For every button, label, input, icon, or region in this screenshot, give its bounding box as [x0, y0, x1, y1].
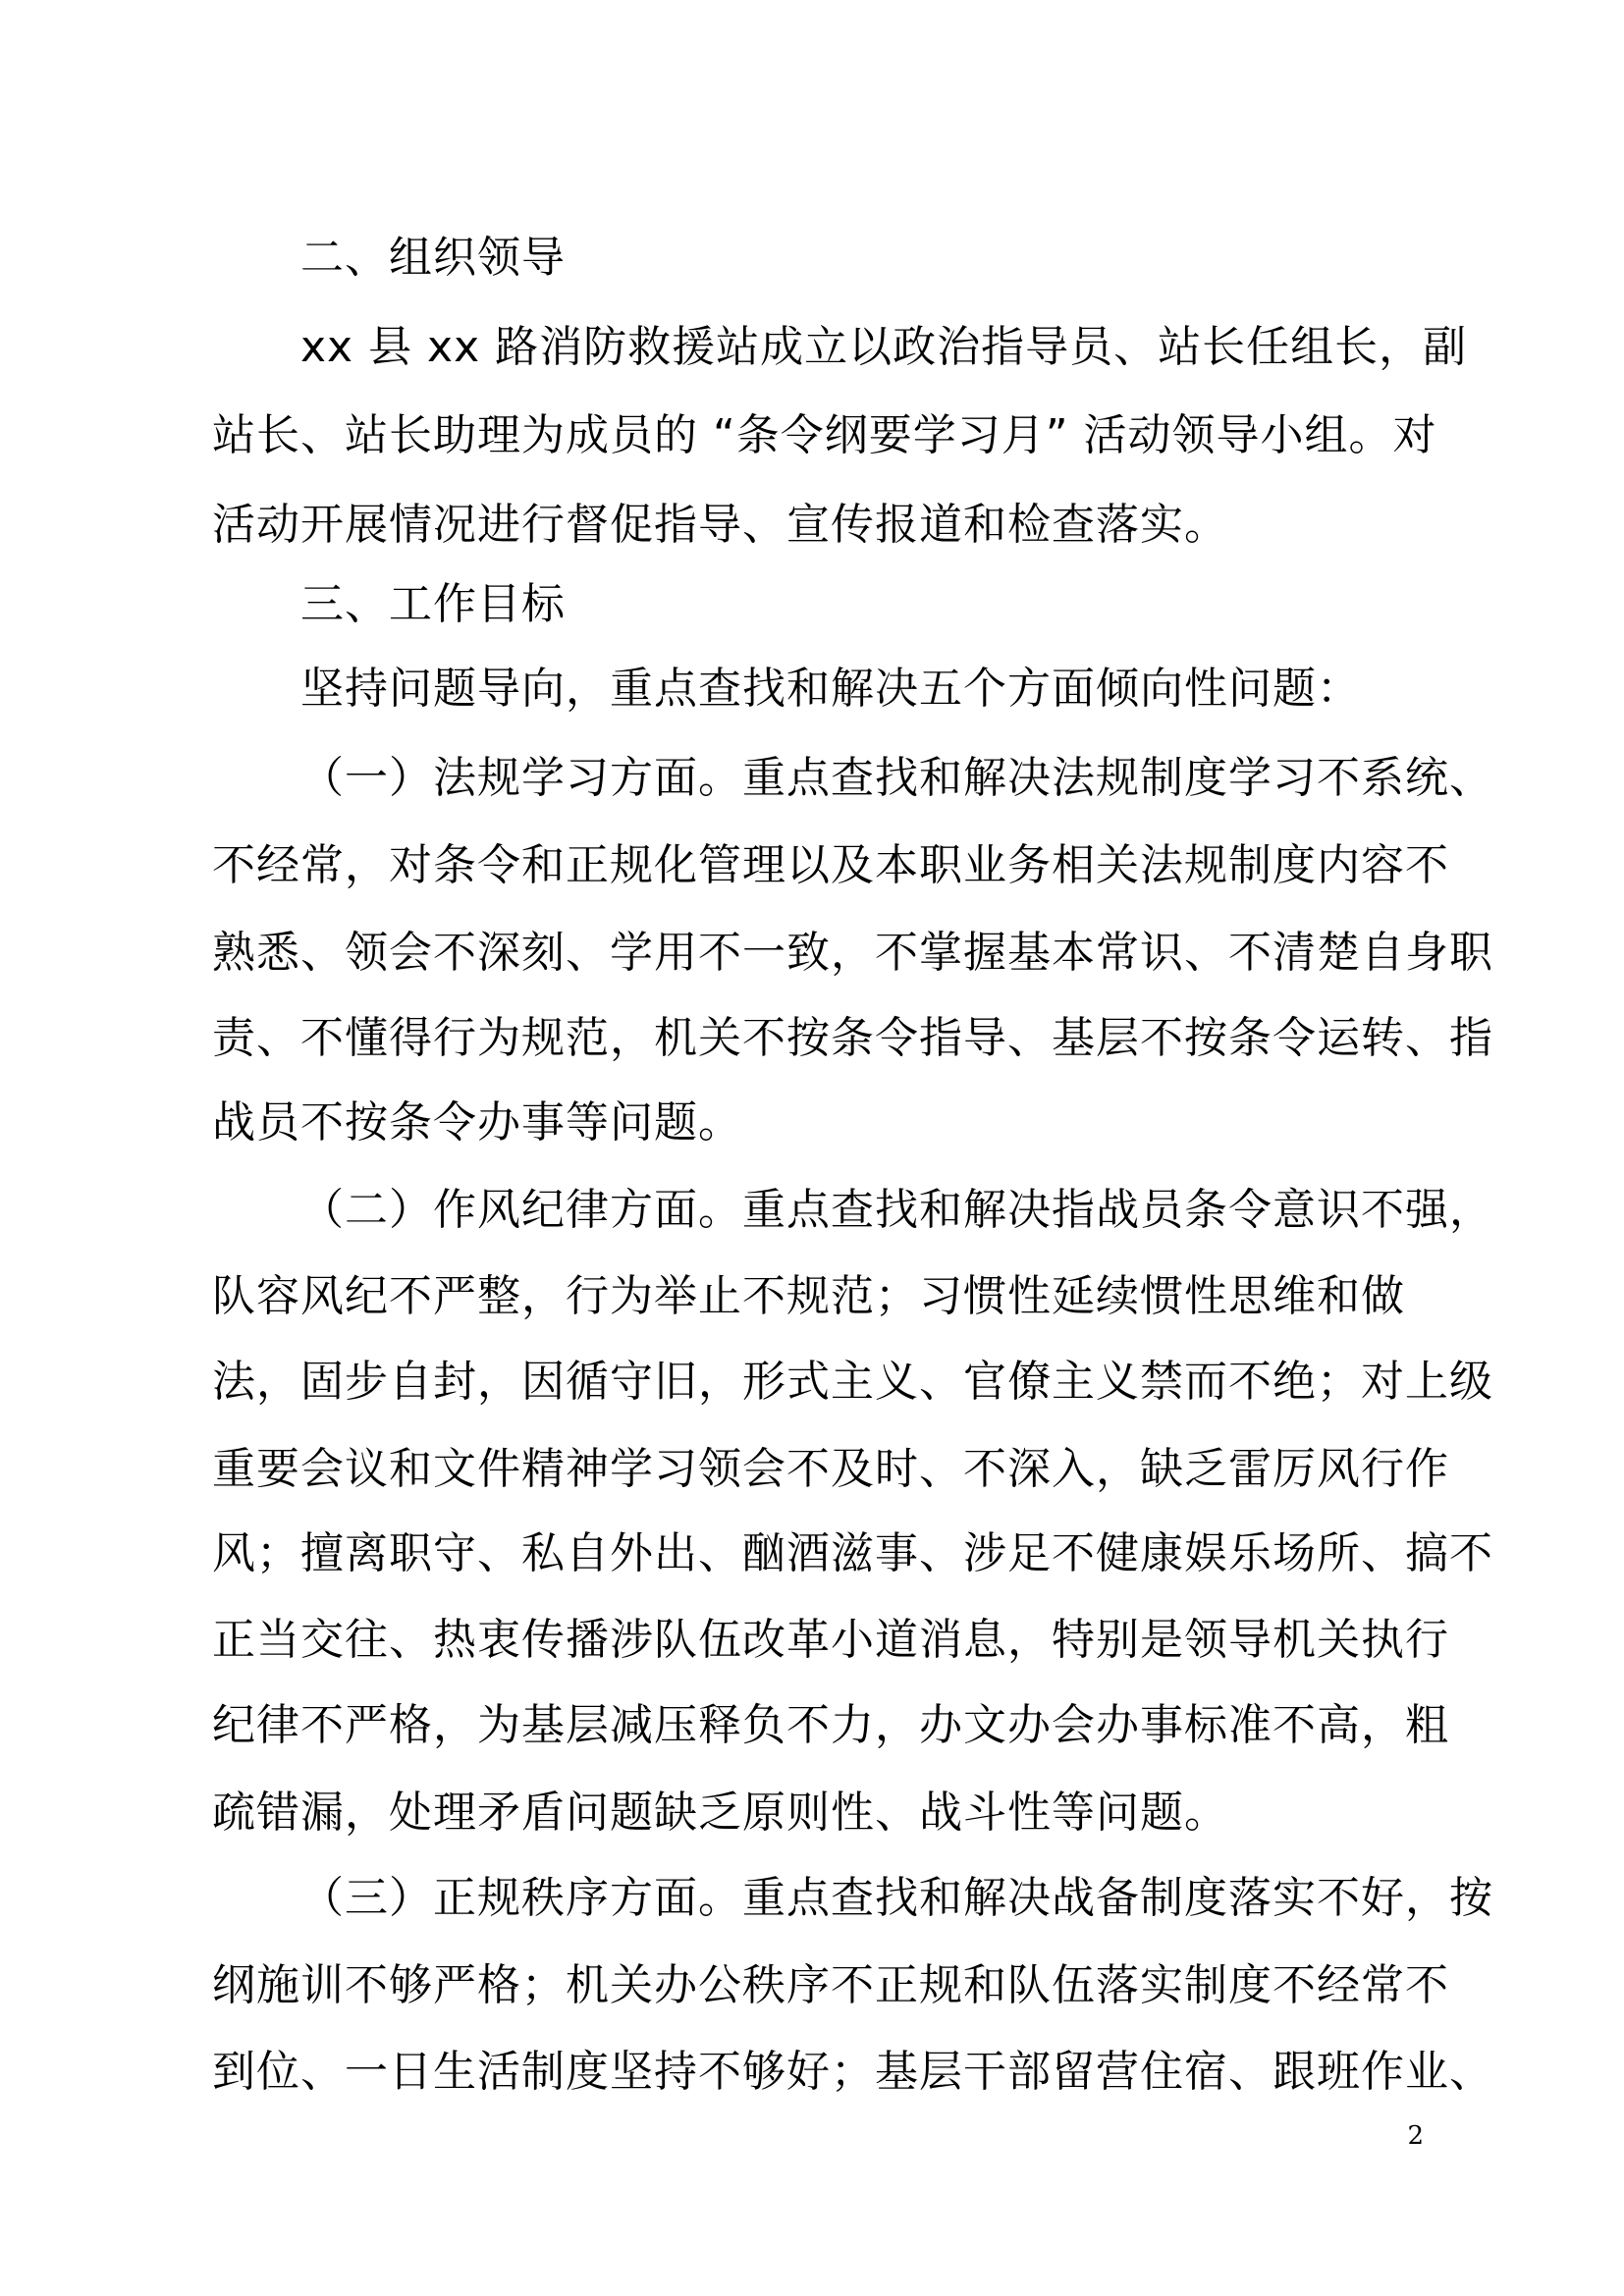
paragraph-line: 疏错漏，处理矛盾问题缺乏原则性、战斗性等问题。 — [212, 1788, 1228, 1838]
paragraph-line: 重要会议和文件精神学习领会不及时、不深入，缺乏雷厉风行作 — [212, 1444, 1449, 1494]
paragraph-line: （二）作风纪律方面。重点查找和解决指战员条令意识不强， — [300, 1185, 1493, 1235]
paragraph-line: 正当交往、热衷传播涉队伍改革小道消息，特别是领导机关执行 — [212, 1615, 1449, 1665]
paragraph-line: （一）法规学习方面。重点查找和解决法规制度学习不系统、 — [300, 753, 1493, 803]
paragraph-line: 熟悉、领会不深刻、学用不一致，不掌握基本常识、不清楚自身职 — [212, 928, 1493, 978]
paragraph-line: 活动开展情况进行督促指导、宣传报道和检查落实。 — [212, 500, 1228, 550]
page-number: 2 — [1407, 2121, 1424, 2151]
paragraph-line: 风；擅离职守、私自外出、酗酒滋事、涉足不健康娱乐场所、搞不 — [212, 1528, 1493, 1578]
paragraph-line: 纲施训不够严格；机关办公秩序不正规和队伍落实制度不经常不 — [212, 1960, 1449, 2010]
paragraph-line: 战员不按条令办事等问题。 — [212, 1097, 742, 1148]
paragraph-line: （三）正规秩序方面。重点查找和解决战备制度落实不好，按 — [300, 1873, 1493, 1923]
paragraph-line: 责、不懂得行为规范，机关不按条令指导、基层不按条令运转、指 — [212, 1013, 1493, 1063]
paragraph-line: 纪律不严格，为基层减压释负不力，办文办会办事标准不高，粗 — [212, 1700, 1449, 1750]
paragraph-line: 站长、站长助理为成员的 “条令纲要学习月” 活动领导小组。对 — [212, 410, 1437, 460]
section-heading-goals: 三、工作目标 — [300, 579, 566, 629]
paragraph-line: 队容风纪不严整，行为举止不规范；习惯性延续惯性思维和做 — [212, 1271, 1405, 1321]
paragraph-line: 坚持问题导向，重点查找和解决五个方面倾向性问题： — [300, 664, 1361, 714]
section-heading-leadership: 二、组织领导 — [300, 233, 566, 283]
paragraph-line: 法，固步自封，因循守旧，形式主义、官僚主义禁而不绝；对上级 — [212, 1357, 1493, 1407]
paragraph-line: xx 县 xx 路消防救援站成立以政治指导员、站长任组长，副 — [300, 322, 1468, 372]
paragraph-line: 不经常，对条令和正规化管理以及本职业务相关法规制度内容不 — [212, 840, 1449, 890]
paragraph-line: 到位、一日生活制度坚持不够好；基层干部留营住宿、跟班作业、 — [212, 2047, 1493, 2097]
